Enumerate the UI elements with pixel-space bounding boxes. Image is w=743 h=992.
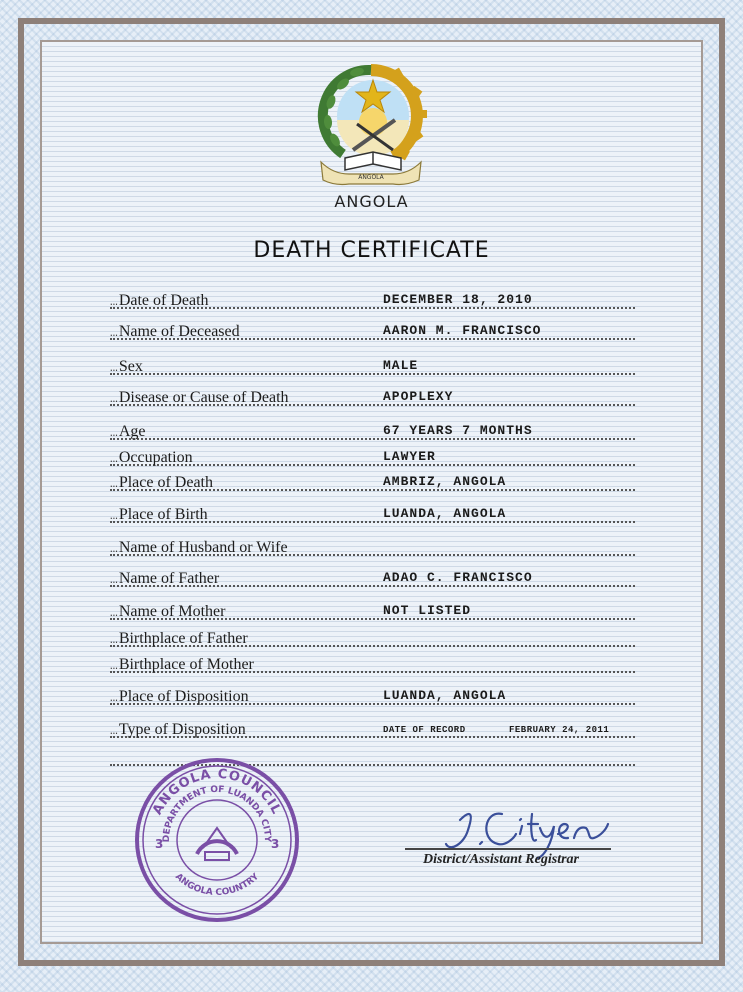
field-label: Type of Disposition [118,721,246,738]
seal-bottom-text: ANGOLA COUNTRY [172,871,262,898]
document-title: DEATH CERTIFICATE [253,238,490,263]
field-value: APOPLEXY [383,389,454,404]
seal-top-text: ANGOLA COUNCIL [150,766,284,818]
field-label: Date of Death [118,292,209,309]
field-name-of-father: … Name of Father ADAO C. FRANCISCO [110,570,635,590]
field-birthplace-of-father: … Birthplace of Father [110,630,635,650]
field-value: 67 YEARS 7 MONTHS [383,423,533,438]
field-label: Sex [118,358,143,375]
field-cause-of-death: … Disease or Cause of Death APOPLEXY [110,389,635,409]
field-label: Place of Death [118,474,213,491]
field-label: Name of Mother [118,603,226,620]
field-value: LUANDA, ANGOLA [383,506,507,521]
field-label: Age [118,423,146,440]
field-name-of-mother: … Name of Mother NOT LISTED [110,603,635,623]
field-label: Birthplace of Mother [118,656,254,673]
official-seal-icon [133,756,301,924]
field-place-of-death: … Place of Death AMBRIZ, ANGOLA [110,474,635,494]
field-age: … Age 67 YEARS 7 MONTHS [110,423,635,443]
seal-left-number: 3 [155,837,164,851]
field-type-of-disposition: … Type of Disposition DATE OF RECORD FEBRUARY 24, 2011 [110,721,635,741]
field-birthplace-of-mother: … Birthplace of Mother [110,656,635,676]
field-sex: … Sex MALE [110,358,635,378]
field-date-of-death: … Date of Death DECEMBER 18, 2010 [110,292,635,312]
seal-right-number: 3 [271,837,280,851]
field-label: Occupation [118,449,193,466]
field-label: Name of Deceased [118,323,240,340]
field-name-of-deceased: … Name of Deceased AARON M. FRANCISCO [110,323,635,343]
registrar-title: District/Assistant Registrar [423,852,579,867]
field-label: Disease or Cause of Death [118,389,289,406]
field-name-of-spouse: … Name of Husband or Wife [110,539,635,559]
field-label: Name of Father [118,570,220,587]
field-label: Place of Disposition [118,688,249,705]
field-label: Place of Birth [118,506,208,523]
field-value: ADAO C. FRANCISCO [383,570,533,585]
field-place-of-disposition: … Place of Disposition LUANDA, ANGOLA [110,688,635,708]
signature-icon [440,800,610,860]
field-occupation: … Occupation LAWYER [110,449,635,469]
field-value: MALE [383,358,419,373]
field-place-of-birth: … Place of Birth LUANDA, ANGOLA [110,506,635,526]
field-value: LUANDA, ANGOLA [383,688,507,703]
field-value: AMBRIZ, ANGOLA [383,474,507,489]
field-value: AARON M. FRANCISCO [383,323,542,338]
field-value: DATE OF RECORD [383,725,466,735]
field-value-secondary: FEBRUARY 24, 2011 [509,725,610,735]
field-value: NOT LISTED [383,603,472,618]
field-value: DECEMBER 18, 2010 [383,292,533,307]
angola-emblem-icon [313,58,429,188]
emblem-banner-text: ANGOLA [358,174,384,181]
seal-middle-text: DEPARTMENT OF LUANDA CITY [161,784,273,843]
field-label: Birthplace of Father [118,630,248,647]
country-name: ANGOLA [334,192,409,211]
svg-text:ANGOLA COUNTRY [173,872,261,898]
field-value: LAWYER [383,449,436,464]
field-label: Name of Husband or Wife [118,539,288,556]
signature-line [405,848,611,850]
